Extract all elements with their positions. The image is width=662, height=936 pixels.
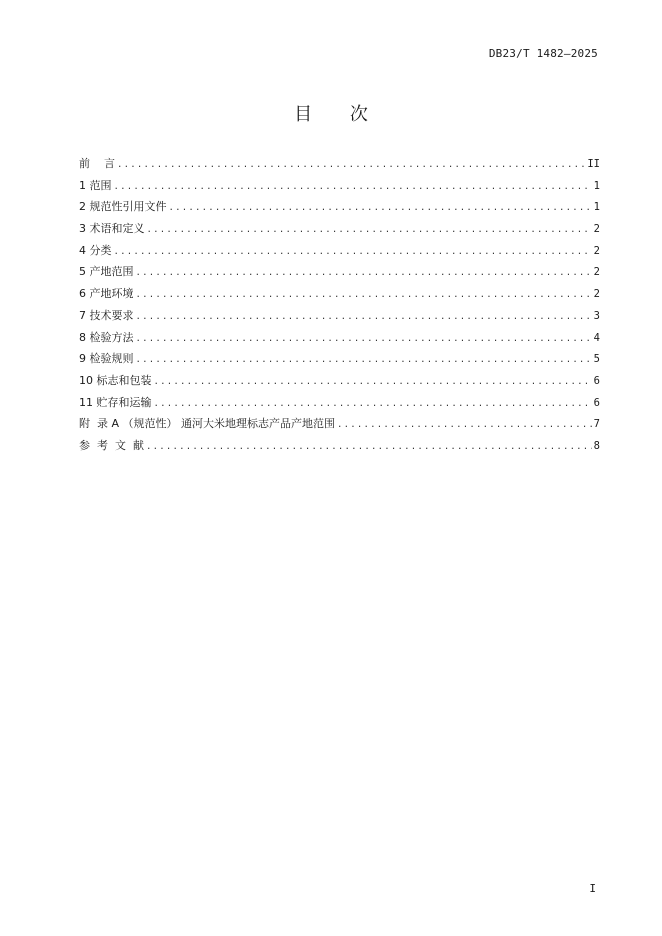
toc-entry-page: 4	[593, 331, 600, 344]
dot-leader	[136, 331, 592, 348]
toc-entry-page: 8	[593, 439, 600, 452]
page-number: I	[589, 882, 596, 895]
toc-entry-test-methods[interactable]	[79, 329, 600, 351]
toc-entry-page: 6	[593, 396, 600, 409]
toc-entry-page: 2	[593, 288, 600, 301]
dot-leader	[154, 396, 592, 413]
dot-leader	[147, 222, 592, 239]
toc-entry-page: 3	[593, 309, 600, 322]
standard-code: DB23/T 1482—2025	[488, 47, 598, 60]
toc-entry-inspection-rules[interactable]	[79, 350, 600, 372]
toc-entry-page: 1	[593, 201, 600, 214]
toc-entry-label: 5 产地范围	[79, 265, 134, 279]
table-of-contents	[79, 155, 600, 459]
toc-entry-terms-definitions[interactable]	[79, 220, 600, 242]
toc-entry-label: 6 产地环境	[79, 287, 134, 301]
toc-entry-bibliography[interactable]	[79, 437, 600, 459]
toc-entry-page: 1	[593, 179, 600, 192]
toc-entry-label: 1 范围	[79, 178, 112, 192]
toc-entry-label: 附 录 A （规范性） 通河大米地理标志产品产地范围	[79, 417, 336, 431]
toc-entry-label: 4 分类	[79, 243, 112, 257]
toc-entry-page: 7	[593, 418, 600, 431]
toc-entry-label: 7 技术要求	[79, 308, 134, 322]
toc-entry-label: 11 贮存和运输	[79, 395, 152, 409]
dot-leader	[337, 417, 592, 434]
dot-leader	[117, 157, 585, 174]
dot-leader	[114, 244, 592, 261]
toc-entry-page: 2	[593, 223, 600, 236]
toc-entry-label: 参 考 文 献	[79, 438, 144, 452]
toc-entry-scope[interactable]	[79, 177, 600, 199]
dot-leader	[136, 287, 592, 304]
dot-leader	[136, 309, 592, 326]
toc-entry-label: 9 检验规则	[79, 352, 134, 366]
dot-leader	[169, 200, 592, 217]
dot-leader	[136, 352, 592, 369]
toc-entry-appendix-a[interactable]	[79, 415, 600, 437]
toc-entry-foreword[interactable]	[79, 155, 600, 177]
toc-entry-label: 前 言	[79, 157, 115, 170]
dot-leader	[154, 374, 592, 391]
toc-entry-label: 10 标志和包装	[79, 373, 152, 387]
toc-entry-label: 8 检验方法	[79, 330, 134, 344]
toc-entry-page: II	[587, 158, 600, 170]
toc-entry-page: 6	[593, 374, 600, 387]
toc-title: 目 次	[294, 104, 384, 125]
dot-leader	[136, 265, 592, 282]
dot-leader	[114, 179, 592, 196]
toc-entry-page: 2	[593, 266, 600, 279]
dot-leader	[146, 439, 592, 456]
toc-entry-origin-environment[interactable]	[79, 285, 600, 307]
toc-entry-technical-requirements[interactable]	[79, 307, 600, 329]
toc-entry-normative-references[interactable]	[79, 198, 600, 220]
toc-entry-storage-transport[interactable]	[79, 394, 600, 416]
toc-entry-origin-area[interactable]	[79, 263, 600, 285]
toc-entry-marking-packaging[interactable]	[79, 372, 600, 394]
toc-entry-page: 5	[593, 353, 600, 366]
toc-entry-classification[interactable]	[79, 242, 600, 264]
toc-entry-page: 2	[593, 244, 600, 257]
toc-entry-label: 2 规范性引用文件	[79, 200, 167, 214]
toc-entry-label: 3 术语和定义	[79, 222, 145, 236]
